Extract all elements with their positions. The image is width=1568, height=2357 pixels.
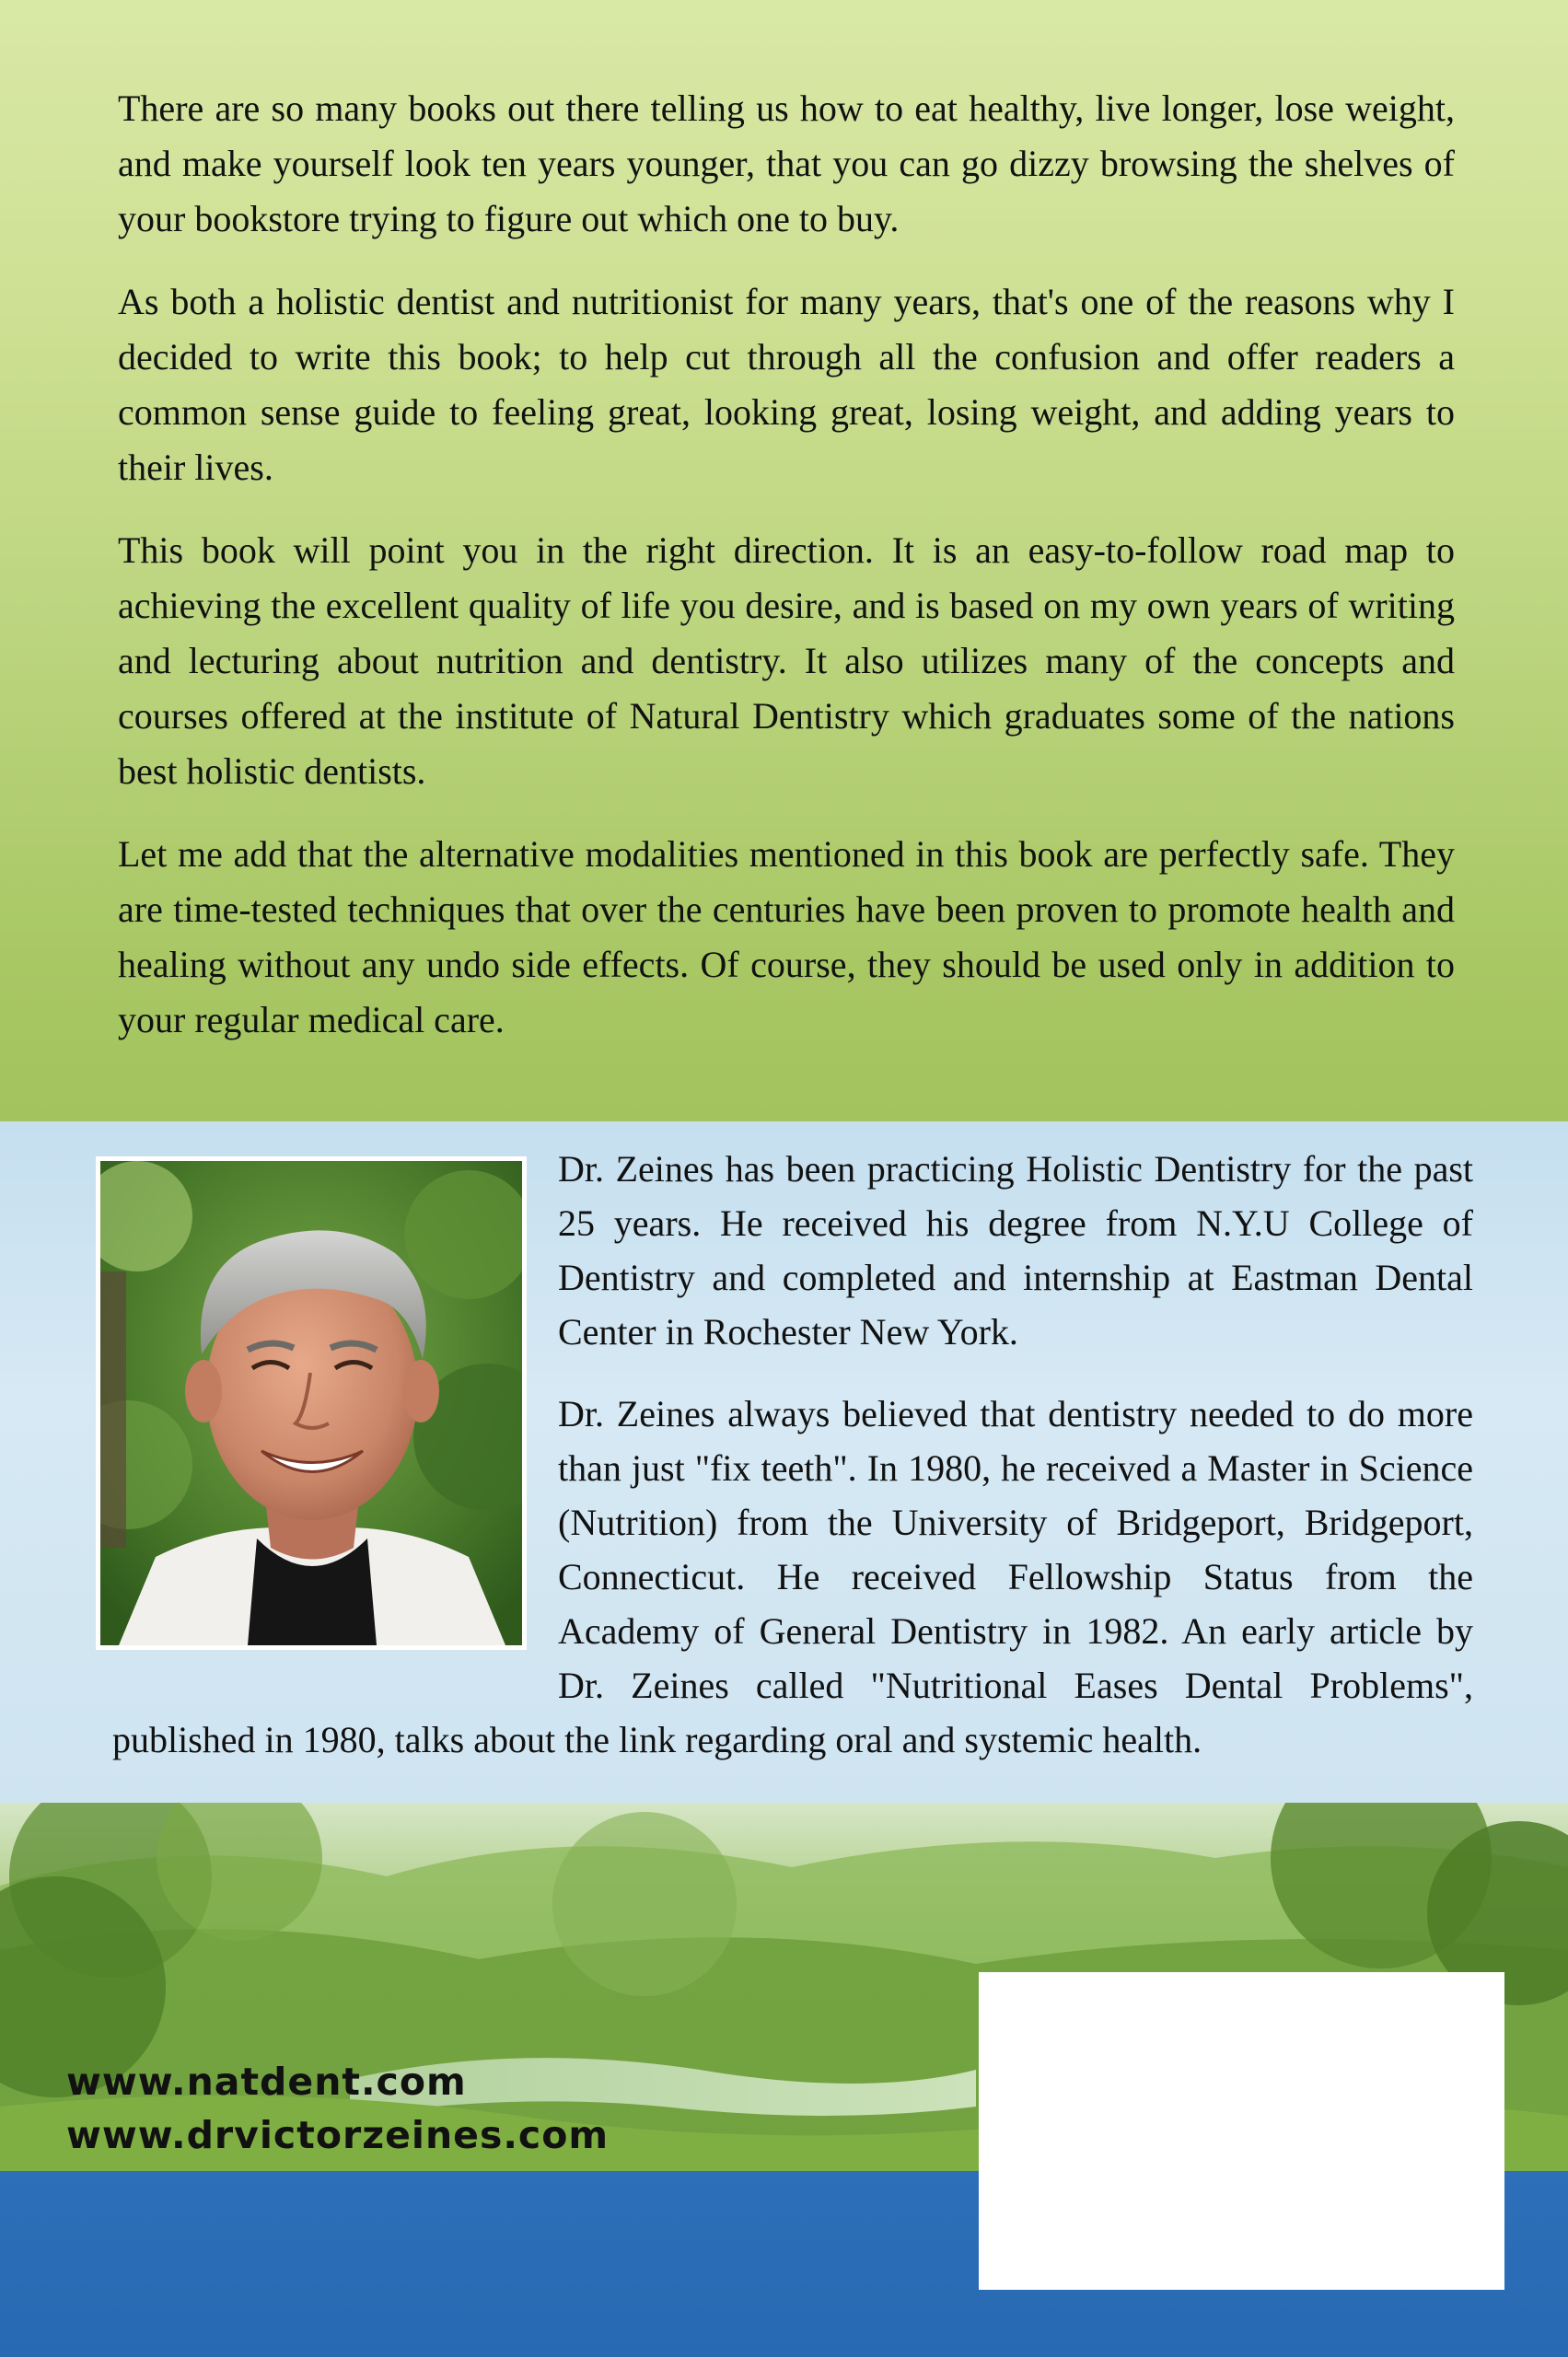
website-natdent[interactable]: www.natdent.com	[66, 2060, 467, 2104]
blurb-paragraph-3: This book will point you in the right direction. It is an easy-to-follow road map to achieving the excellent quality of life you desire, and is based on my own years of writing and lecturing about nutrition and dentistry. It also utilizes many of the concepts and courses offered at the institute of Natural Dentistry which graduates some of the nations best holistic dentists.	[118, 529, 1455, 792]
blurb-paragraph-2: As both a holistic dentist and nutritionist for many years, that's one of the reasons why I decided to write this book; to help cut through all the confusion and offer readers a common sense guide to feeling great, looking great, losing weight, and adding years to their lives.	[118, 281, 1455, 488]
website-links	[66, 2055, 609, 2162]
blurb-paragraph-1: There are so many books out there telling us how to eat healthy, live longer, lose weight, and make yourself look ten years younger, that you can go dizzy browsing the shelves of your bookstore trying to figure out which one to buy.	[118, 87, 1455, 239]
barcode-placeholder-box	[979, 1972, 1504, 2290]
author-paragraph-1: Dr. Zeines has been practicing Holistic Dentistry for the past 25 years. He received his degree from N.Y.U College of Dentistry and completed and internship at Eastman Dental Center in Rochester New York.	[558, 1148, 1473, 1353]
photo-spacer	[112, 1142, 558, 1676]
website-drvictorzeines[interactable]: www.drvictorzeines.com	[66, 2113, 610, 2157]
blurb-paragraph-4: Let me add that the alternative modalities mentioned in this book are perfectly safe. They are time-tested techniques that over the centuries have been proven to promote health and healing without any undo side effects. Of course, they should be used only in addition to your regular medical care.	[118, 833, 1455, 1040]
author-paragraph-2: Dr. Zeines always believed that dentistry needed to do more than just "fix teeth". In 1980, he received a Master in Science (Nutrition) from the University of Bridgeport, Bridgeport, Connecticut. He received Fellowship Status from the Academy of General Dentistry in 1982. An early article by Dr. Zeines called "Nutritional Eases Dental Problems", published in 1980, talks about the link regarding oral and systemic health.	[112, 1393, 1473, 1760]
author-bio	[112, 1142, 1473, 1794]
blurb-text	[118, 81, 1455, 1075]
